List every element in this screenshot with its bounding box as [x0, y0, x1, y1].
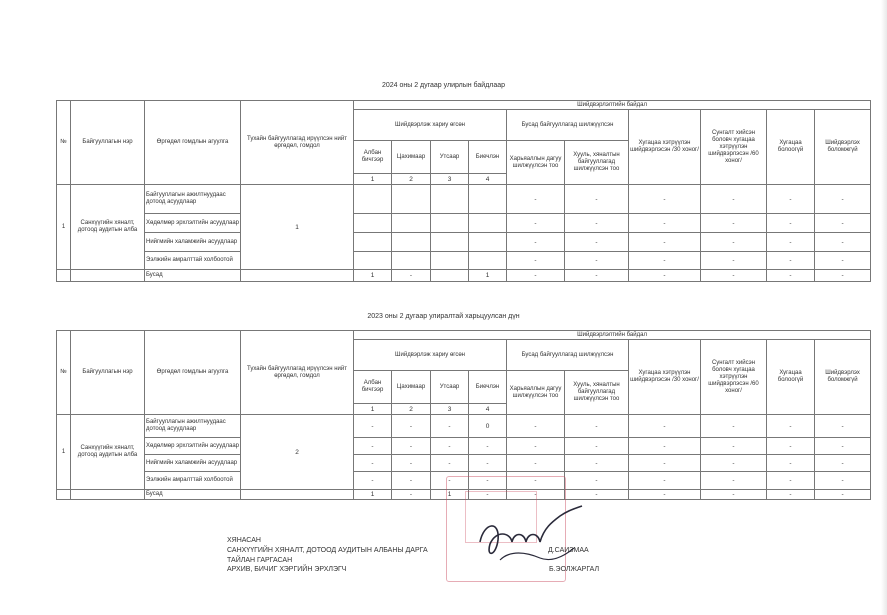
value-cell: - [469, 438, 507, 455]
value-cell: - [507, 455, 565, 472]
topic-cell: Ээлжийн амралттай холбоотой [145, 252, 241, 270]
column-number: 4 [469, 174, 507, 185]
value-cell: - [431, 415, 469, 438]
value-cell: - [354, 472, 392, 490]
value-cell [392, 252, 431, 270]
org-name-empty [71, 270, 145, 282]
signature-mark [470, 502, 590, 572]
value-cell: - [767, 438, 815, 455]
value-cell: - [507, 233, 565, 252]
value-cell: - [815, 415, 871, 438]
value-cell: - [767, 415, 815, 438]
row-number: 1 [57, 415, 71, 490]
value-cell: - [701, 415, 767, 438]
value-cell: - [507, 438, 565, 455]
header-in-scope: Шийдвэрлэж хариу өгсөн [354, 340, 507, 371]
value-cell: - [629, 270, 701, 282]
topic-cell: Бусад [145, 270, 241, 282]
row-number-empty [57, 270, 71, 282]
value-cell: - [767, 270, 815, 282]
value-cell: - [701, 233, 767, 252]
topic-cell: Нийгмийн халамжийн асуудлаар [145, 233, 241, 252]
value-cell: - [815, 270, 871, 282]
value-cell: - [815, 490, 871, 500]
value-cell: - [767, 472, 815, 490]
header-not-expired: Хугацаа болоогүй [767, 340, 815, 415]
header-status: Шийдвэрлэлтийн байдал [354, 331, 871, 340]
row-number: 1 [57, 185, 71, 270]
value-cell: 1 [354, 270, 392, 282]
value-cell: - [767, 252, 815, 270]
header-referred: Бусад байгууллагад шилжүүлсэн [507, 110, 629, 141]
value-cell [469, 185, 507, 214]
value-cell: - [507, 214, 565, 233]
value-cell [469, 252, 507, 270]
header-in-scope: Шийдвэрлэж хариу өгсөн [354, 110, 507, 141]
row-number-empty [57, 490, 71, 500]
column-number: 1 [354, 404, 392, 415]
value-cell: - [629, 252, 701, 270]
value-cell: - [565, 252, 629, 270]
value-cell: - [565, 472, 629, 490]
value-cell: - [392, 490, 431, 500]
value-cell [354, 214, 392, 233]
value-cell [431, 252, 469, 270]
value-cell [392, 214, 431, 233]
value-cell: - [815, 233, 871, 252]
topic-cell: Байгууллагын ажилтнуудаас дотоод асуудлаар [145, 185, 241, 214]
header-impossible: Шийдвэрлэх боломжгүй [815, 340, 871, 415]
value-cell: - [629, 472, 701, 490]
value-cell: - [767, 185, 815, 214]
value-cell: - [354, 415, 392, 438]
value-cell [431, 214, 469, 233]
topic-cell: Байгууллагын ажилтнуудаас дотоод асуудлаар [145, 415, 241, 438]
value-cell: - [565, 415, 629, 438]
value-cell: - [392, 270, 431, 282]
value-cell: - [565, 214, 629, 233]
header-extended: Сунгалт хийсэн боловч хугацаа хэтрүүлэн шийдвэрлэсэн /60 хоног/ [701, 110, 767, 185]
header-status: Шийдвэрлэлтийн байдал [354, 101, 871, 110]
header-referred-col: Хууль, хяналтын байгууллагад шилжүүлсэн тоо [565, 371, 629, 415]
header-channel: Албан бичгээр [354, 141, 392, 174]
header-referred-col: Харьяаллын дагуу шилжүүлсэн тоо [507, 141, 565, 185]
value-cell: - [507, 270, 565, 282]
value-cell: - [431, 472, 469, 490]
value-cell: - [767, 233, 815, 252]
value-cell: - [565, 185, 629, 214]
topic-cell: Бусад [145, 490, 241, 500]
value-cell: - [701, 438, 767, 455]
header-channel: Албан бичгээр [354, 371, 392, 404]
header-extended: Сунгалт хийсэн боловч хугацаа хэтрүүлэн шийдвэрлэсэн /60 хоног/ [701, 340, 767, 415]
topic-cell: Ээлжийн амралттай холбоотой [145, 472, 241, 490]
value-cell: - [507, 185, 565, 214]
value-cell: - [767, 214, 815, 233]
value-cell: - [701, 214, 767, 233]
header-total: Тухайн байгууллагад ирүүлсэн нийт өргөдөл, гомдол [241, 101, 354, 185]
header-channel: Цахимаар [392, 141, 431, 174]
value-cell: - [701, 252, 767, 270]
column-number: 3 [431, 174, 469, 185]
value-cell: - [507, 252, 565, 270]
report-table-2024 [56, 100, 871, 282]
header-org-name: Байгууллагын нэр [71, 331, 145, 415]
value-cell: 1 [469, 270, 507, 282]
value-cell: - [392, 455, 431, 472]
org-name: Санхүүгийн хяналт, дотоод аудитын алба [71, 185, 145, 270]
value-cell: - [392, 438, 431, 455]
header-org-name: Байгууллагын нэр [71, 101, 145, 185]
value-cell: - [507, 490, 565, 500]
topic-cell: Хөдөлмөр эрхлэлтийн асуудлаар [145, 214, 241, 233]
value-cell [354, 233, 392, 252]
value-cell: - [701, 472, 767, 490]
value-cell: - [354, 438, 392, 455]
value-cell [354, 185, 392, 214]
table-1-title: 2024 оны 2 дугаар улирлын байдлаар [381, 82, 506, 89]
value-cell: - [354, 455, 392, 472]
value-cell: 1 [354, 490, 392, 500]
value-cell: - [629, 415, 701, 438]
header-referred-col: Харьяаллын дагуу шилжүүлсэн тоо [507, 371, 565, 415]
header-total: Тухайн байгууллагад ирүүлсэн нийт өргөдөл, гомдол [241, 331, 354, 415]
report-table-2023 [56, 330, 871, 500]
value-cell: - [767, 455, 815, 472]
header-channel: Цахимаар [392, 371, 431, 404]
value-cell: - [815, 185, 871, 214]
column-number: 2 [392, 404, 431, 415]
value-cell: - [507, 472, 565, 490]
value-cell: - [629, 490, 701, 500]
value-cell [392, 233, 431, 252]
topic-cell: Хөдөлмөр эрхлэлтийн асуудлаар [145, 438, 241, 455]
header-channel: Биечлэн [469, 371, 507, 404]
topic-cell: Нийгмийн халамжийн асуудлаар [145, 455, 241, 472]
value-cell: - [469, 455, 507, 472]
value-cell: - [565, 455, 629, 472]
header-deadline: Хугацаа хэтрүүлэн шийдвэрлэсэн /30 хоног/ [629, 340, 701, 415]
value-cell [392, 185, 431, 214]
value-cell: - [431, 455, 469, 472]
header-number: № [57, 101, 71, 185]
total-empty [241, 490, 354, 500]
value-cell: - [469, 472, 507, 490]
value-cell: - [629, 185, 701, 214]
value-cell: - [565, 270, 629, 282]
value-cell: - [701, 185, 767, 214]
value-cell: - [701, 270, 767, 282]
value-cell [431, 233, 469, 252]
value-cell: - [815, 214, 871, 233]
value-cell: - [565, 490, 629, 500]
value-cell [431, 185, 469, 214]
header-impossible: Шийдвэрлэх боломжгүй [815, 110, 871, 185]
total-cell: 2 [241, 415, 354, 490]
org-name-empty [71, 490, 145, 500]
scan-edge [881, 0, 887, 615]
value-cell: - [815, 455, 871, 472]
head-name: Д.САИЗМАА [548, 547, 589, 554]
value-cell: - [815, 252, 871, 270]
header-channel: Утсаар [431, 141, 469, 174]
org-name: Санхүүгийн хяналт, дотоод аудитын алба [71, 415, 145, 490]
column-number: 3 [431, 404, 469, 415]
value-cell [431, 270, 469, 282]
value-cell: - [629, 214, 701, 233]
column-number: 2 [392, 174, 431, 185]
value-cell: - [701, 455, 767, 472]
prepared-label: ТАЙЛАН ГАРГАСАН [227, 557, 293, 564]
value-cell: - [565, 438, 629, 455]
header-referred-col: Хууль, хяналтын байгууллагад шилжүүлсэн тоо [565, 141, 629, 185]
value-cell: - [469, 490, 507, 500]
header-channel: Утсаар [431, 371, 469, 404]
column-number: 4 [469, 404, 507, 415]
header-topic: Өргөдөл гомдлын агуулга [145, 331, 241, 415]
table-2-title: 2023 оны 2 дугаар улиралтай харьцуулсан дүн [367, 313, 520, 320]
value-cell: - [565, 233, 629, 252]
value-cell: - [701, 490, 767, 500]
value-cell: - [815, 438, 871, 455]
clerk-title: АРХИВ, БИЧИГ ХЭРГИЙН ЭРХЛЭГЧ [227, 566, 347, 573]
value-cell [469, 233, 507, 252]
reviewed-label: ХЯНАСАН [227, 537, 261, 544]
value-cell: 0 [469, 415, 507, 438]
column-number: 1 [354, 174, 392, 185]
value-cell: - [392, 472, 431, 490]
header-number: № [57, 331, 71, 415]
total-empty [241, 270, 354, 282]
value-cell: - [629, 233, 701, 252]
clerk-name: Б.ЭОЛЖАРГАЛ [549, 566, 600, 573]
head-title: САНХҮҮГИЙН ХЯНАЛТ, ДОТООД АУДИТЫН АЛБАНЫ ДАРГА [227, 547, 428, 554]
value-cell: - [629, 455, 701, 472]
value-cell: - [392, 415, 431, 438]
value-cell: - [767, 490, 815, 500]
value-cell: - [431, 438, 469, 455]
value-cell: - [507, 415, 565, 438]
value-cell [469, 214, 507, 233]
header-deadline: Хугацаа хэтрүүлэн шийдвэрлэсэн /30 хоног/ [629, 110, 701, 185]
value-cell: 1 [431, 490, 469, 500]
total-cell: 1 [241, 185, 354, 270]
header-channel: Биечлэн [469, 141, 507, 174]
value-cell: - [629, 438, 701, 455]
header-not-expired: Хугацаа болоогүй [767, 110, 815, 185]
header-topic: Өргөдөл гомдлын агуулга [145, 101, 241, 185]
header-referred: Бусад байгууллагад шилжүүлсэн [507, 340, 629, 371]
value-cell [354, 252, 392, 270]
value-cell: - [815, 472, 871, 490]
